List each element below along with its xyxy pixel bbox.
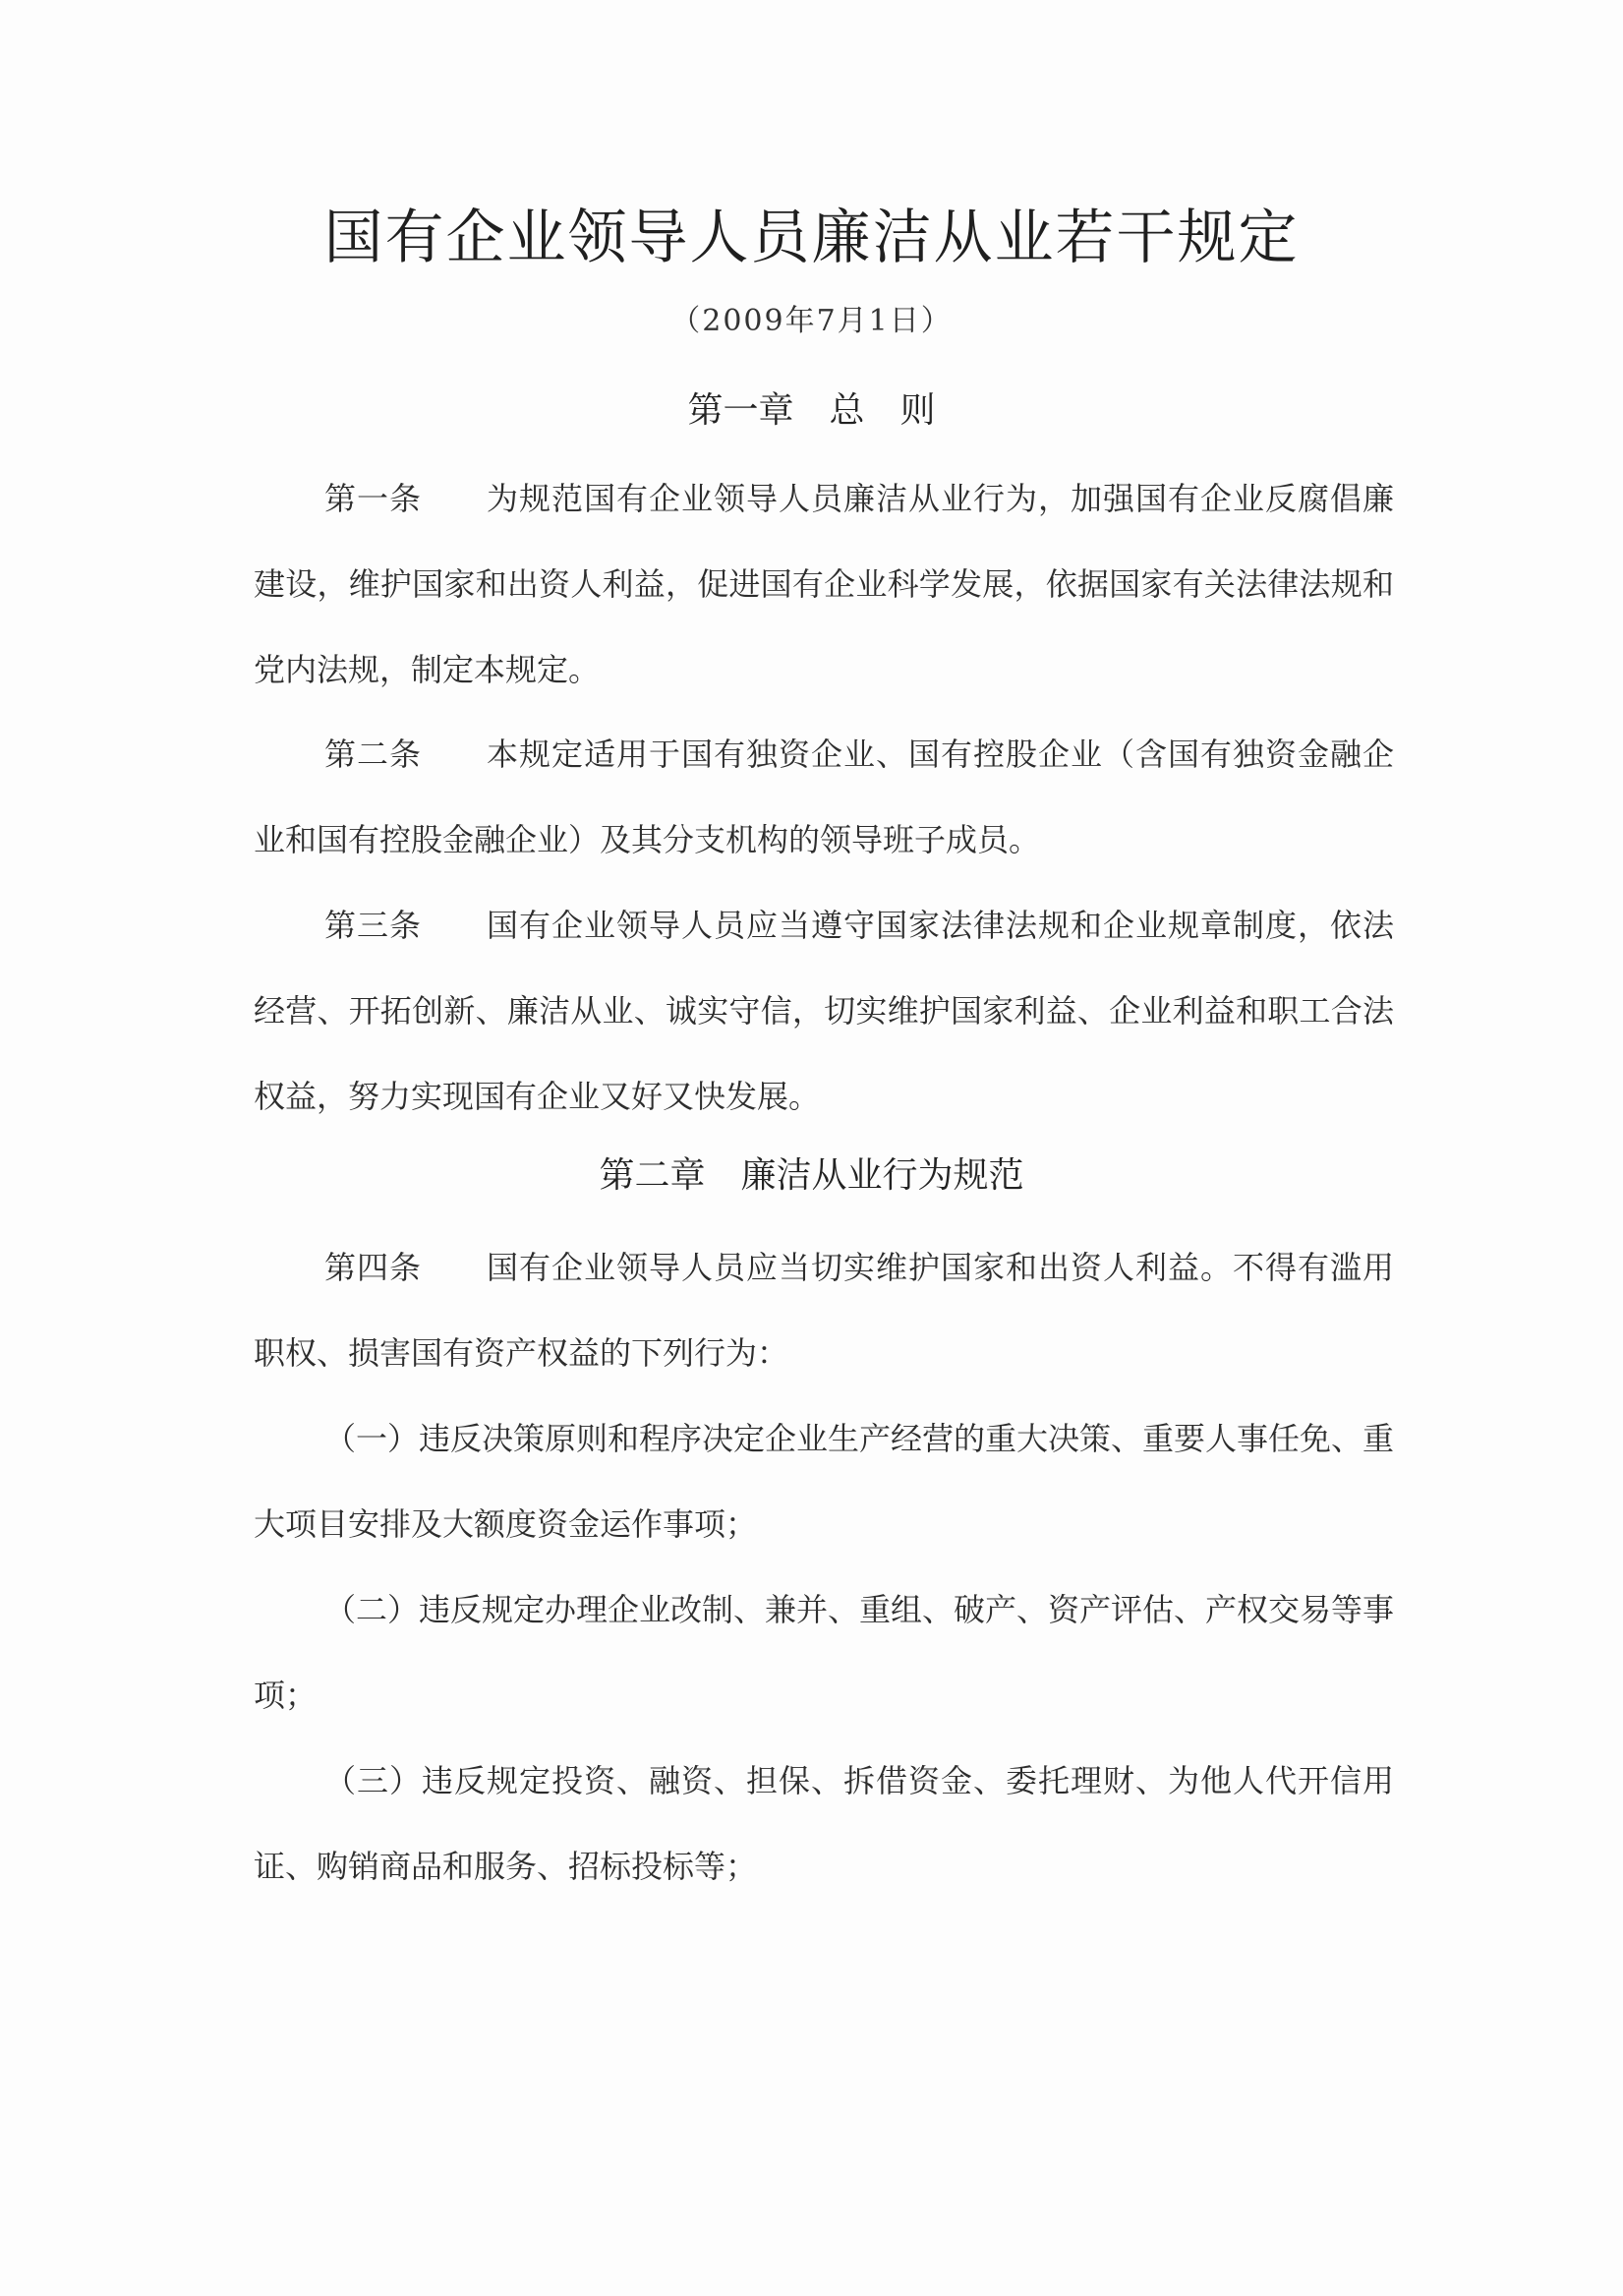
article-1 [254,456,1394,713]
article-3-label: 第三条 [324,907,422,944]
article-4 [254,1225,1394,1396]
article-3 [254,883,1394,1140]
article-4-label: 第四条 [324,1249,422,1286]
article-3-text: 国有企业领导人员应当遵守国家法律法规和企业规章制度，依法经营、开拓创新、廉洁从业、诚实守信，切实维护国家利益、企业利益和职工合法权益，努力实现国有企业又好又快发展。 [254,907,1394,1115]
article-1-text: 为规范国有企业领导人员廉洁从业行为，加强国有企业反腐倡廉建设，维护国家和出资人利益，促进国有企业科学发展，依据国家有关法律法规和党内法规，制定本规定。 [254,480,1394,688]
list-item-1: （一）违反决策原则和程序决定企业生产经营的重大决策、重要人事任免、重大项目安排及大额度资金运作事项； [254,1420,1395,1543]
document-date: （2009年7月1日） [670,304,953,338]
article-2 [254,712,1394,883]
list-item-3: （三）违反规定投资、融资、担保、拆借资金、委托理财、为他人代开信用证、购销商品和服务、招标投标等； [254,1762,1394,1885]
article-4-text: 国有企业领导人员应当切实维护国家和出资人利益。不得有滥用职权、损害国有资产权益的下列行为： [254,1249,1394,1372]
chapter-heading-1: 第一章 总 则 [687,390,936,431]
article-2-text: 本规定适用于国有独资企业、国有控股企业（含国有独资金融企业和国有控股金融企业）及其分支机构的领导班子成员。 [254,736,1394,858]
document-title: 国有企业领导人员廉洁从业若干规定 [323,204,1300,272]
list-item-2: （二）违反规定办理企业改制、兼并、重组、破产、资产评估、产权交易等事项； [254,1591,1395,1714]
article-2-label: 第二条 [324,736,422,773]
chapter-heading-2: 第二章 廉洁从业行为规范 [599,1155,1024,1196]
article-1-label: 第一条 [324,480,422,517]
